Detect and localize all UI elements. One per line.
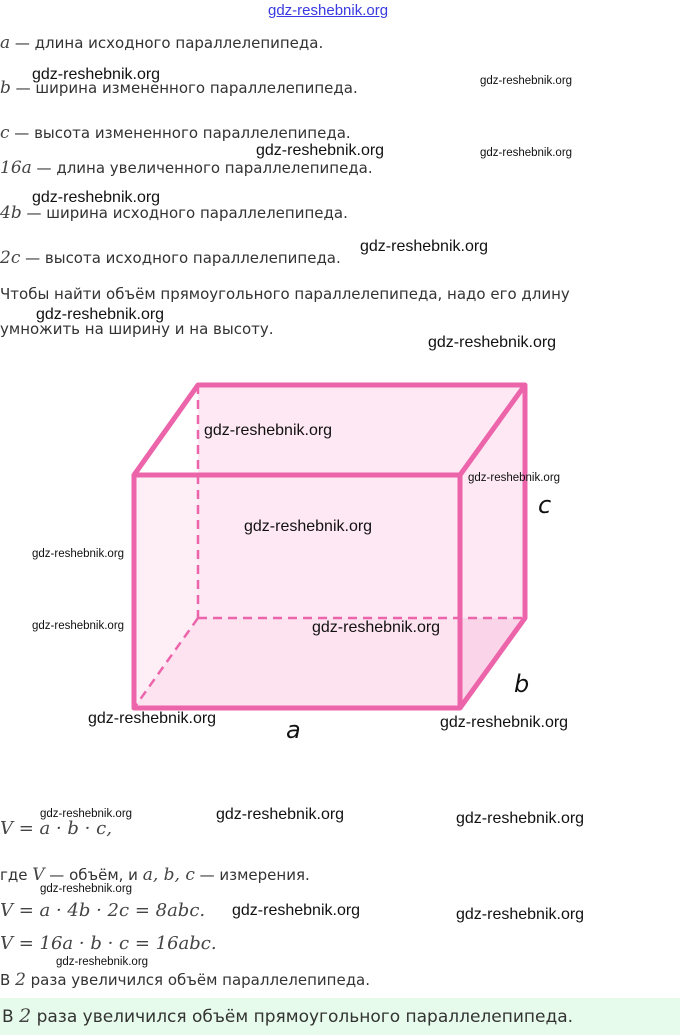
label-b: b: [514, 670, 530, 698]
math-var: V: [32, 865, 45, 885]
watermark: gdz-reshebnik.org: [216, 806, 345, 823]
definition-text: — ширина измененного параллелепипеда.: [10, 79, 358, 97]
watermark: gdz-reshebnik.org: [244, 518, 373, 535]
formula-volume: V = a · b · c,: [0, 818, 112, 839]
formula-original: V = a · 4b · 2c = 8abc.: [0, 900, 206, 921]
watermark: gdz-reshebnik.org: [480, 75, 573, 87]
definition-text: — ширина исходного параллелепипеда.: [21, 204, 348, 222]
watermark: gdz-reshebnik.org: [204, 422, 333, 439]
watermark: gdz-reshebnik.org: [456, 810, 585, 827]
answer-box: [0, 998, 680, 1035]
definition-text: — длина увеличенного параллелепипеда.: [31, 159, 373, 177]
watermark: gdz-reshebnik.org: [456, 906, 585, 923]
watermark: gdz-reshebnik.org: [480, 147, 573, 159]
label-a: a: [286, 716, 301, 744]
math-var: a: [0, 33, 11, 53]
watermark: gdz-reshebnik.org: [32, 189, 161, 206]
math-var: 2c: [0, 248, 21, 268]
where-text: где: [0, 866, 33, 884]
watermark: gdz-reshebnik.org: [360, 238, 489, 255]
math-var: 4b: [0, 203, 22, 223]
label-c: c: [538, 491, 552, 519]
definition-line: [0, 158, 373, 178]
parallelepiped-figure: [0, 370, 680, 750]
math-var: b: [0, 78, 11, 98]
watermark: gdz-reshebnik.org: [32, 66, 161, 83]
formula-new: V = 16a · b · c = 16abc.: [0, 933, 217, 954]
watermark: gdz-reshebnik.org: [232, 902, 361, 919]
definition-line: [0, 33, 323, 53]
math-var: 16a: [0, 158, 32, 178]
definition-text: — длина исходного параллелепипеда.: [10, 34, 324, 52]
watermark-header[interactable]: gdz-reshebnik.org: [268, 2, 389, 19]
where-text: — измерения.: [194, 866, 310, 884]
conclusion-text: раза увеличился объём параллелепипеда.: [25, 971, 371, 989]
watermark: gdz-reshebnik.org: [312, 619, 441, 636]
watermark: gdz-reshebnik.org: [440, 714, 569, 731]
definition-line: [0, 123, 351, 143]
watermark: gdz-reshebnik.org: [36, 306, 165, 323]
paragraph-line: Чтобы найти объём прямоугольного параллелепипеда, надо его длину: [0, 285, 570, 303]
watermark: gdz-reshebnik.org: [40, 808, 133, 820]
math-var: a, b, c: [142, 865, 195, 885]
watermark: gdz-reshebnik.org: [256, 142, 385, 159]
math-var: c: [0, 123, 10, 143]
watermark: gdz-reshebnik.org: [428, 334, 557, 351]
watermark: gdz-reshebnik.org: [40, 883, 133, 895]
watermark: gdz-reshebnik.org: [32, 548, 125, 560]
definition-text: — высота измененного параллелепипеда.: [9, 124, 351, 142]
definition-line: [0, 248, 341, 268]
conclusion-text: В: [0, 971, 16, 989]
watermark: gdz-reshebnik.org: [88, 710, 217, 727]
watermark: gdz-reshebnik.org: [468, 472, 561, 484]
watermark: gdz-reshebnik.org: [32, 620, 125, 632]
where-line: [0, 865, 310, 885]
definition-text: — высота исходного параллелепипеда.: [20, 249, 341, 267]
answer-text: В: [2, 1007, 20, 1027]
where-text: — объём, и: [44, 866, 143, 884]
math-number: 2: [19, 1005, 32, 1027]
answer-text: раза увеличился объём прямоугольного параллелепипеда.: [31, 1007, 574, 1027]
front-face: [134, 475, 460, 708]
paragraph-line: умножить на ширину и на высоту.: [0, 320, 274, 338]
watermark: gdz-reshebnik.org: [56, 956, 149, 968]
math-number: 2: [15, 970, 26, 990]
conclusion-line: [0, 970, 370, 990]
